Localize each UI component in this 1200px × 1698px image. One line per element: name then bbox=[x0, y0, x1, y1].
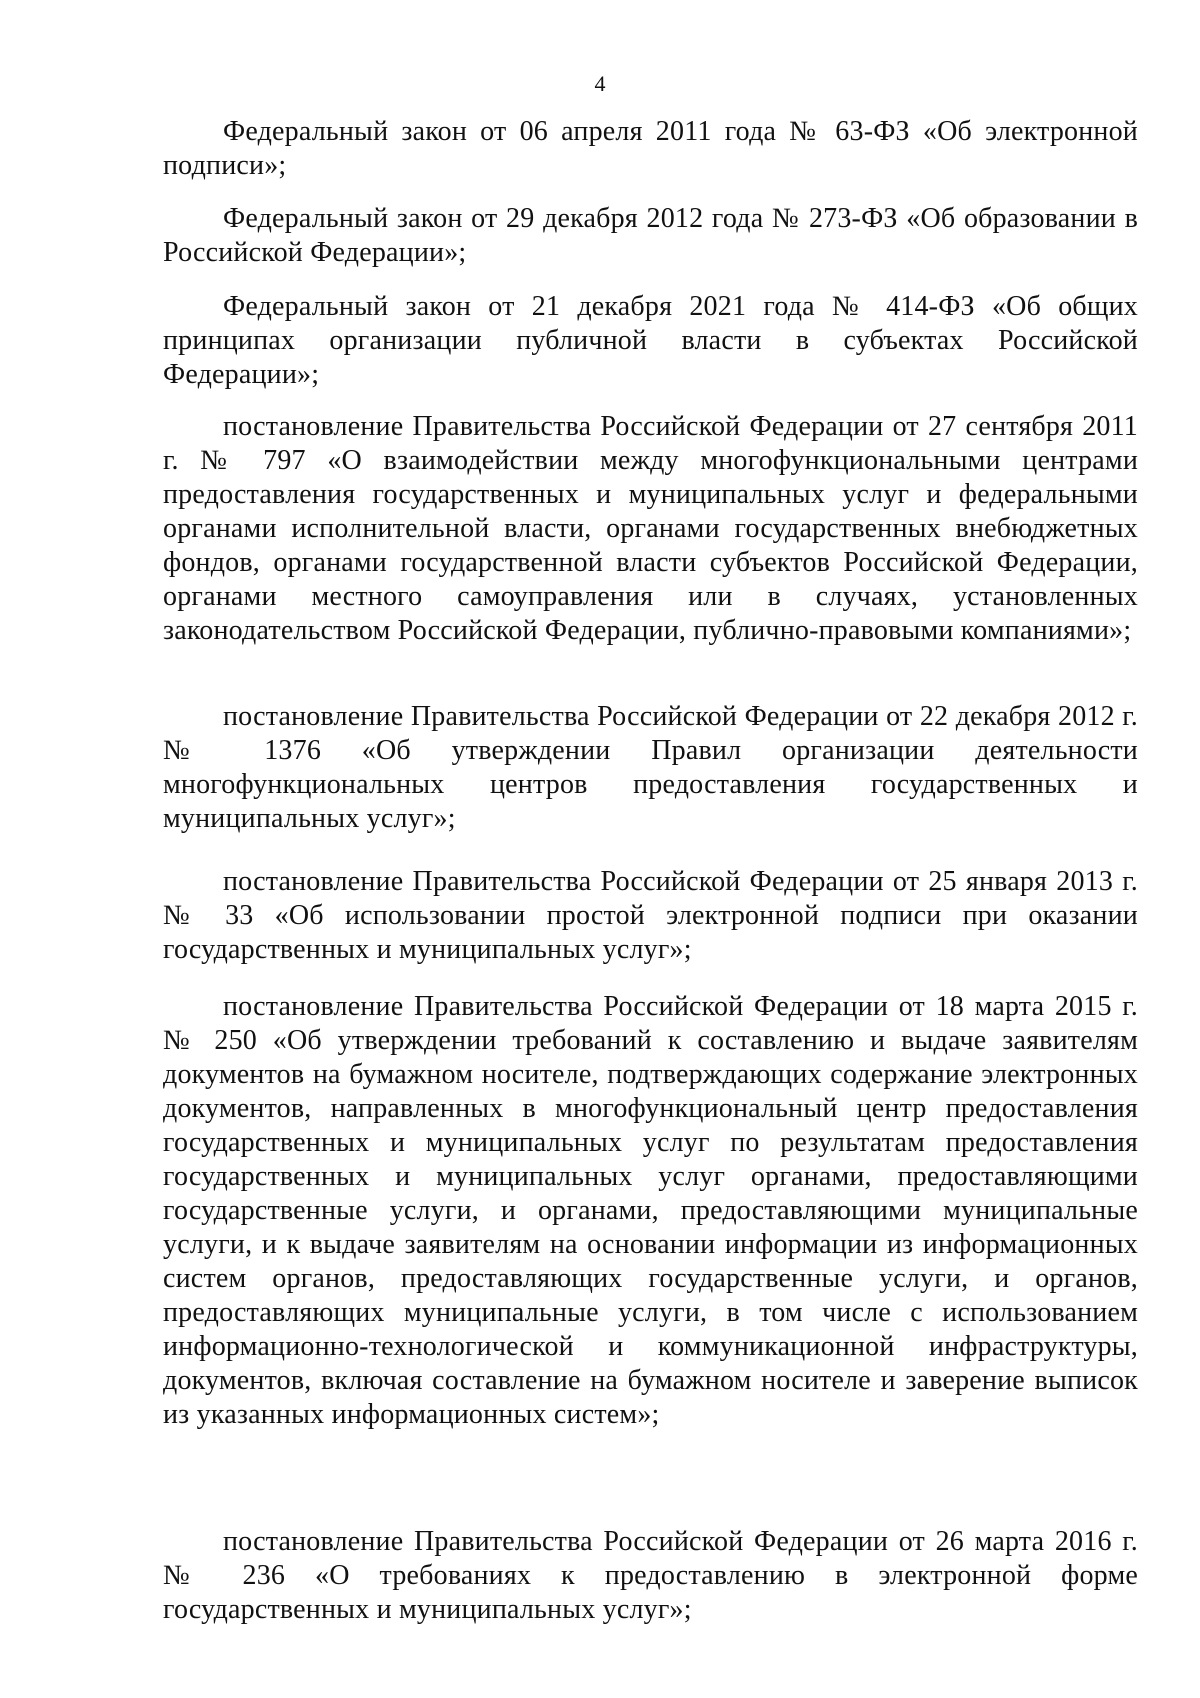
paragraph-federal-law-414: Федеральный закон от 21 декабря 2021 года № 414-ФЗ «Об общих принципах организации публичной власти в субъектах Российской Федерации»; bbox=[163, 291, 1138, 390]
paragraph-resolution-1376: постановление Правительства Российской Федерации от 22 декабря 2012 г. № 1376 «Об утверждении Правил организации деятельности многофункциональных центров предоставления государственных и муниципальных услуг»; bbox=[163, 701, 1138, 834]
paragraph-federal-law-63: Федеральный закон от 06 апреля 2011 года № 63-ФЗ «Об электронной подписи»; bbox=[163, 116, 1138, 181]
page-number: 4 bbox=[594, 71, 606, 96]
paragraph-resolution-797: постановление Правительства Российской Федерации от 27 сентября 2011 г. № 797 «О взаимодействии между многофункциональными центрами предоставления государственных и муниципальных услуг и федеральными органами исполнительной власти, органами государственных внебюджетных фондов, органами государственной власти субъектов Российской Федерации, органами местного самоуправления или в случаях, установленных законодательством Российской Федерации, публично-правовыми компаниями»; bbox=[163, 411, 1138, 646]
paragraph-resolution-236: постановление Правительства Российской Федерации от 26 марта 2016 г. № 236 «О требованиях к предоставлению в электронной форме государственных и муниципальных услуг»; bbox=[163, 1526, 1138, 1625]
paragraph-federal-law-273: Федеральный закон от 29 декабря 2012 года № 273-ФЗ «Об образовании в Российской Федерации»; bbox=[163, 203, 1138, 268]
paragraph-resolution-33: постановление Правительства Российской Федерации от 25 января 2013 г. № 33 «Об использовании простой электронной подписи при оказании государственных и муниципальных услуг»; bbox=[163, 866, 1138, 965]
paragraph-resolution-250: постановление Правительства Российской Федерации от 18 марта 2015 г. № 250 «Об утверждении требований к составлению и выдаче заявителям документов на бумажном носителе, подтверждающих содержание электронных документов, направленных в многофункциональный центр предоставления государственных и муниципальных услуг по результатам предоставления государственных и муниципальных услуг органами, предоставляющими государственные услуги, и органами, предоставляющими муниципальные услуги, и к выдаче заявителям на основании информации из информационных систем органов, предоставляющих государственные услуги, и органов, предоставляющих муниципальные услуги, в том числе с использованием информационно-технологической и коммуникационной инфраструктуры, документов, включая составление на бумажном носителе и заверение выписок из указанных информационных систем»; bbox=[163, 991, 1138, 1430]
